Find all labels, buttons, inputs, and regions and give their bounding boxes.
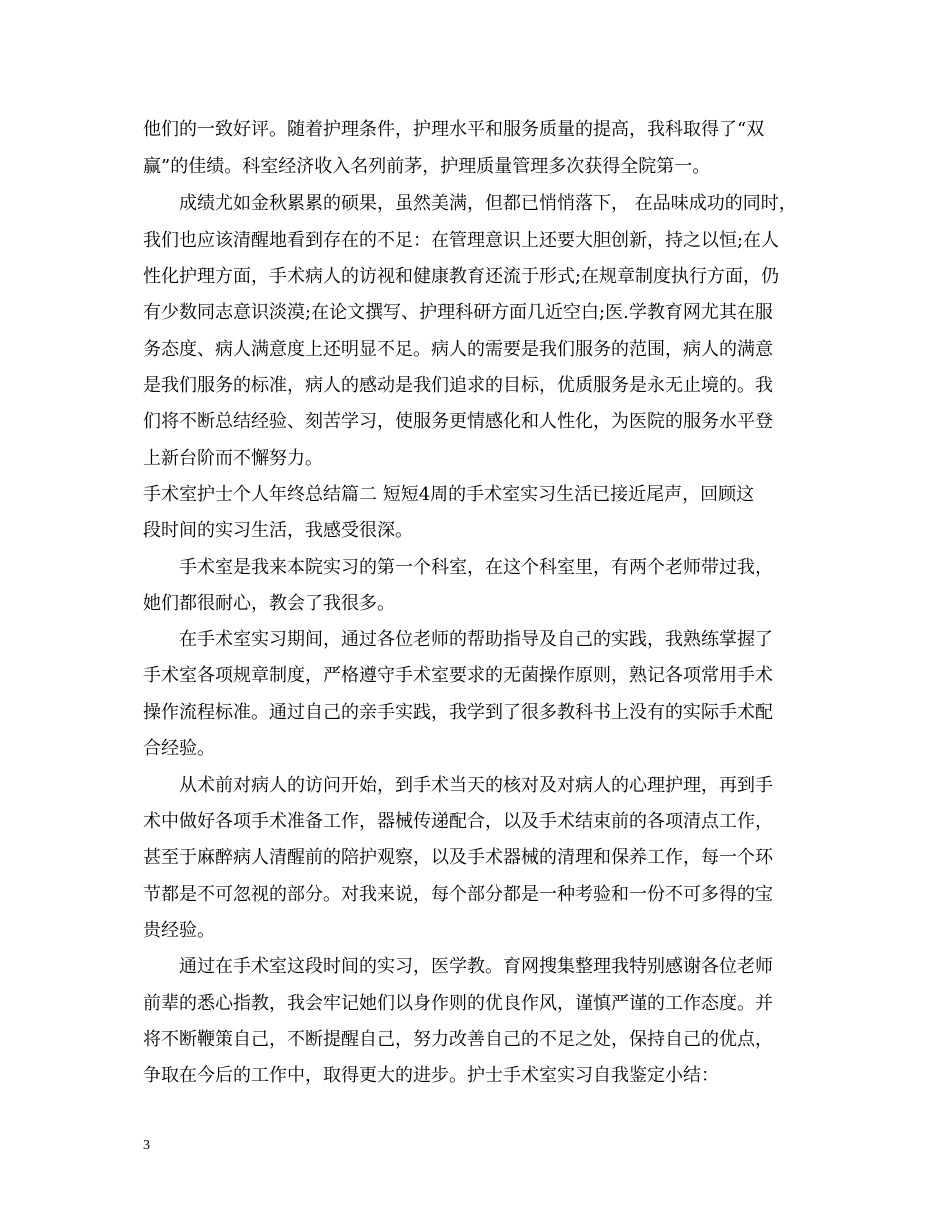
text-line: 们将不断总结经验、刻苦学习，使服务更情感化和人性化，为医院的服务水平登 <box>143 411 773 432</box>
text-line: 是我们服务的标准，病人的感动是我们追求的目标，优质服务是永无止境的。我 <box>143 375 773 396</box>
text-line: 性化护理方面，手术病人的访视和健康教育还流于形式;在规章制度执行方面，仍 <box>143 266 780 287</box>
text-line: 务态度、病人满意度上还明显不足。病人的需要是我们服务的范围，病人的满意 <box>143 339 773 360</box>
text-line: 上新台阶而不懈努力。 <box>143 448 323 469</box>
text-line: 段时间的实习生活，我感受很深。 <box>143 520 413 541</box>
text-line: 节都是不可忽视的部分。对我来说，每个部分都是一种考验和一份不可多得的宝 <box>143 884 773 905</box>
text-line: 有少数同志意识淡漠;在论文撰写、护理科研方面几近空白;医.学教育网尤其在服 <box>143 302 773 323</box>
text-line: 合经验。 <box>143 738 215 759</box>
text-line: 手术室各项规章制度，严格遵守手术室要求的无菌操作原则，熟记各项常用手术 <box>143 665 773 686</box>
text-line: 从术前对病人的访问开始，到手术当天的核对及对病人的心理护理，再到手 <box>179 775 773 796</box>
text-line: 手术室是我来本院实习的第一个科室，在这个科室里，有两个老师带过我， <box>179 557 773 578</box>
text-line: 成绩尤如金秋累累的硕果，虽然美满，但都已悄悄落下， 在品味成功的同时， <box>179 193 797 214</box>
text-line: 将不断鞭策自己，不断提醒自己，努力改善自己的不足之处，保持自己的优点， <box>143 1029 773 1050</box>
text-line: 他们的一致好评。随着护理条件，护理水平和服务质量的提高，我科取得了“双 <box>143 119 765 140</box>
text-line: 她们都很耐心，教会了我很多。 <box>143 593 395 614</box>
text-line: 术中做好各项手术准备工作，器械传递配合，以及手术结束前的各项清点工作， <box>143 811 773 832</box>
text-line: 我们也应该清醒地看到存在的不足：在管理意识上还要大胆创新，持之以恒;在人 <box>143 230 780 251</box>
page-number: 3 <box>143 1138 150 1153</box>
text-line: 在手术室实习期间，通过各位老师的帮助指导及自己的实践，我熟练掌握了 <box>179 629 773 650</box>
text-line: 通过在手术室这段时间的实习，医学教。育网搜集整理我特别感谢各位老师 <box>179 956 773 977</box>
text-line: 争取在今后的工作中，取得更大的进步。护士手术室实习自我鉴定小结： <box>143 1065 719 1086</box>
text-line: 前辈的悉心指教，我会牢记她们以身作则的优良作风，谨慎严谨的工作态度。并 <box>143 993 773 1014</box>
text-line: 甚至于麻醉病人清醒前的陪护观察，以及手术器械的清理和保养工作，每一个环 <box>143 847 773 868</box>
text-line: 操作流程标准。通过自己的亲手实践，我学到了很多教科书上没有的实际手术配 <box>143 702 773 723</box>
text-line: 贵经验。 <box>143 920 215 941</box>
section-heading-line: 手术室护士个人年终总结篇二 短短4周的手术室实习生活已接近尾声，回顾这 <box>143 484 755 505</box>
text-line: 赢”的佳绩。科室经济收入名列前茅，护理质量管理多次获得全院第一。 <box>143 156 711 177</box>
